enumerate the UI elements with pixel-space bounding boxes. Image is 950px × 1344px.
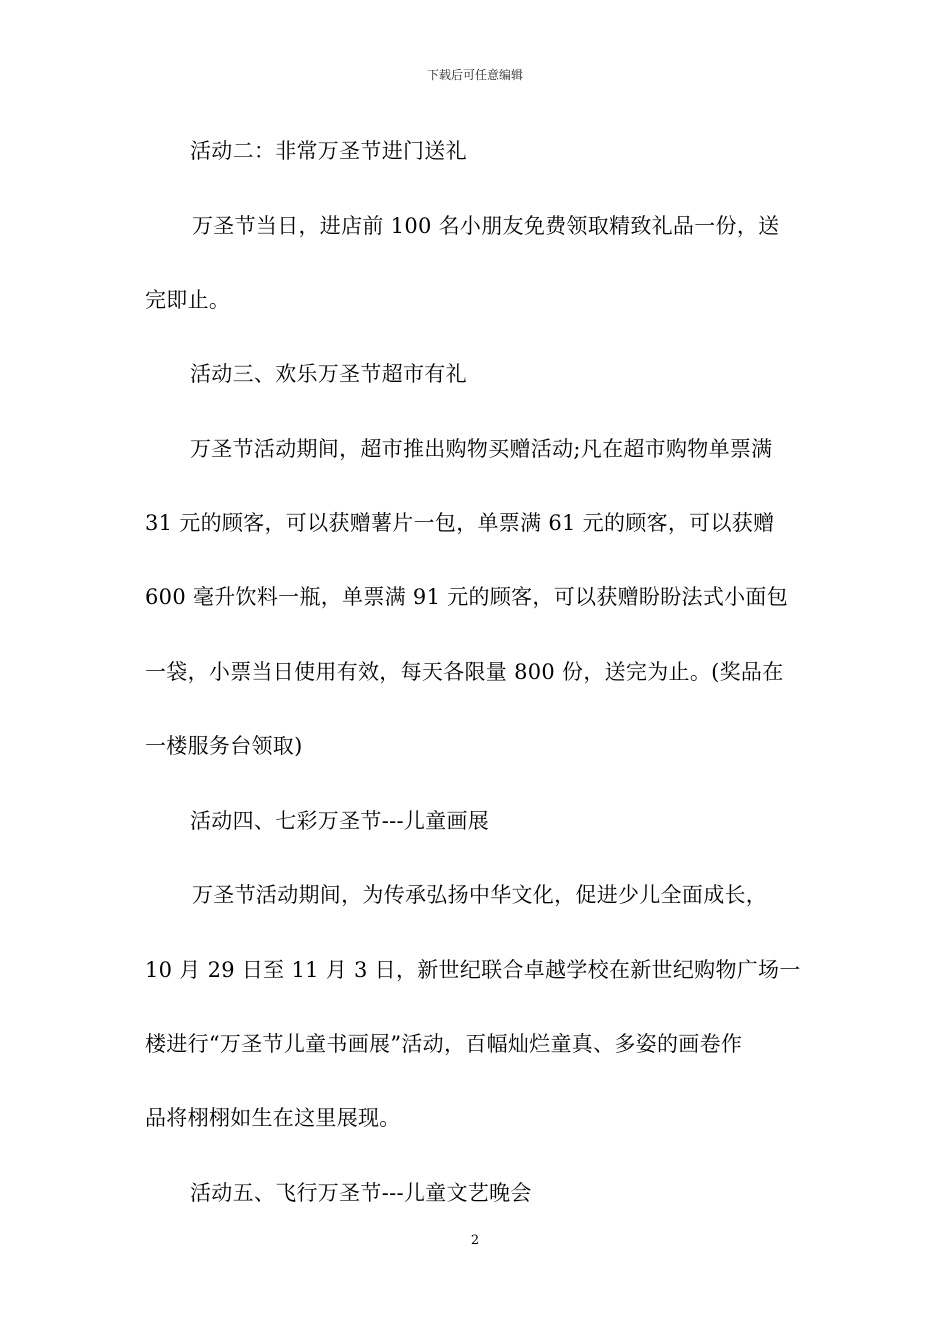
paragraph-line: 10 月 29 日至 11 月 3 日，新世纪联合卓越学校在新世纪购物广场一: [145, 958, 801, 982]
paragraph-line: 楼进行“万圣节儿童书画展”活动，百幅灿烂童真、多姿的画卷作: [145, 1032, 743, 1056]
heading-activity-3: 活动三、欢乐万圣节超市有礼: [190, 362, 467, 386]
page-header: 下载后可任意编辑: [426, 68, 523, 82]
heading-activity-2: 活动二：非常万圣节进门送礼: [190, 139, 467, 163]
heading-activity-5: 活动五、飞行万圣节---儿童文艺晚会: [190, 1181, 532, 1205]
paragraph-line: 一楼服务台领取): [145, 734, 303, 758]
paragraph-line: 品将栩栩如生在这里展现。: [145, 1106, 401, 1130]
heading-activity-4: 活动四、七彩万圣节---儿童画展: [190, 809, 490, 833]
paragraph-line: 一袋，小票当日使用有效，每天各限量 800 份，送完为止。(奖品在: [145, 660, 784, 684]
paragraph-line: 31 元的顾客，可以获赠薯片一包，单票满 61 元的顾客，可以获赠: [145, 511, 775, 535]
paragraph-line: 万圣节当日，进店前 100 名小朋友免费领取精致礼品一份，送: [192, 214, 780, 238]
paragraph-line: 万圣节活动期间，超市推出购物买赠活动;凡在超市购物单票满: [190, 437, 773, 461]
page-number: 2: [470, 1233, 480, 1248]
paragraph-line: 万圣节活动期间，为传承弘扬中华文化，促进少儿全面成长，: [192, 883, 768, 907]
paragraph-line: 完即止。: [145, 288, 231, 312]
paragraph-line: 600 毫升饮料一瓶，单票满 91 元的顾客，可以获赠盼盼法式小面包: [145, 585, 789, 609]
